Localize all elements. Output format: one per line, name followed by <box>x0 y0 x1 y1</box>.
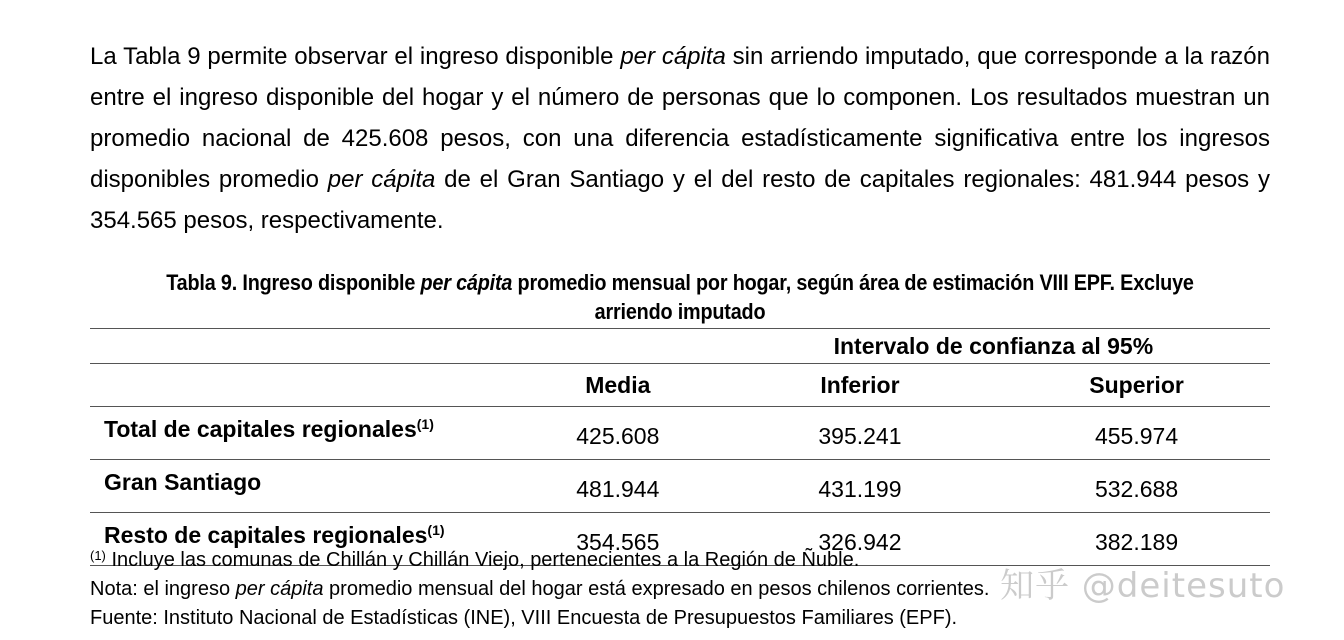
table-row <box>90 407 1270 460</box>
caption-text: Tabla 9. Ingreso disponible <box>166 270 421 295</box>
note-text: promedio mensual del hogar está expresado en pesos chilenos corrientes. <box>323 578 990 600</box>
row-label <box>90 460 519 513</box>
cell-media: 425.608 <box>519 407 717 460</box>
row-label-text: Total de capitales regionales <box>104 415 417 442</box>
table-header-row <box>90 329 1270 364</box>
paragraph-text: La Tabla 9 permite observar el ingreso disponible <box>90 43 621 70</box>
row-label <box>90 407 519 460</box>
cell-superior: 455.974 <box>1003 407 1270 460</box>
cell-superior: 532.688 <box>1003 460 1270 513</box>
paragraph-italic: per cápita <box>327 166 436 193</box>
cell-inferior: 395.241 <box>717 407 1003 460</box>
caption-text: promedio mensual por hogar, según área de estimación VIII EPF. Excluye arriendo imputado <box>512 270 1194 324</box>
paragraph-text: de el Gran Santiago y el del resto de capitales regionales: 481.944 pesos y 354.565 pesos, respectivamente. <box>90 166 1270 234</box>
note-italic: per cápita <box>235 578 324 600</box>
cell-superior: 382.189 <box>1003 513 1270 566</box>
empty-header-cell <box>90 329 519 364</box>
paragraph-text: sin arriendo imputado, que corresponde a la razón entre el ingreso disponible del hogar y el número de personas que lo componen. Los resultados muestran un promedio nacional de 425.608 pesos, con una diferencia estadísticamente significativa entre los ingresos disponibles promedio <box>90 43 1270 193</box>
empty-header-cell <box>519 329 717 364</box>
row-label-text: Resto de capitales regionales <box>104 521 428 548</box>
table-header-row <box>90 364 1270 407</box>
footnote-mark: (1) <box>416 415 434 432</box>
column-header-media: Media <box>519 364 717 407</box>
income-table <box>90 328 1270 566</box>
paragraph-italic: per cápita <box>620 43 726 70</box>
cell-media: 354.565 <box>519 513 717 566</box>
note-text: Nota: el ingreso <box>90 578 236 600</box>
footnote-text: Incluye las comunas de Chillán y Chillán Viejo, pertenecientes a la Región de Ñuble. <box>105 549 860 571</box>
table-row <box>90 460 1270 513</box>
empty-header-cell <box>90 364 519 407</box>
column-header-inferior: Inferior <box>717 364 1003 407</box>
source-line: Fuente: Instituto Nacional de Estadísticas (INE), VIII Encuesta de Presupuestos Familiares (EPF). <box>90 607 958 629</box>
intro-paragraph <box>90 36 1270 241</box>
cell-media: 481.944 <box>519 460 717 513</box>
confidence-interval-header: Intervalo de confianza al 95% <box>717 329 1270 364</box>
row-label-text: Gran Santiago <box>104 468 262 495</box>
watermark: 知乎 @deitesuto <box>1000 566 1286 606</box>
cell-inferior: 431.199 <box>717 460 1003 513</box>
footnote-mark: (1) <box>427 521 445 538</box>
footnote-mark: (1) <box>90 548 106 563</box>
cell-inferior: 326.942 <box>717 513 1003 566</box>
caption-italic: per cápita <box>420 270 513 295</box>
column-header-superior: Superior <box>1003 364 1270 407</box>
table-caption <box>149 268 1211 326</box>
